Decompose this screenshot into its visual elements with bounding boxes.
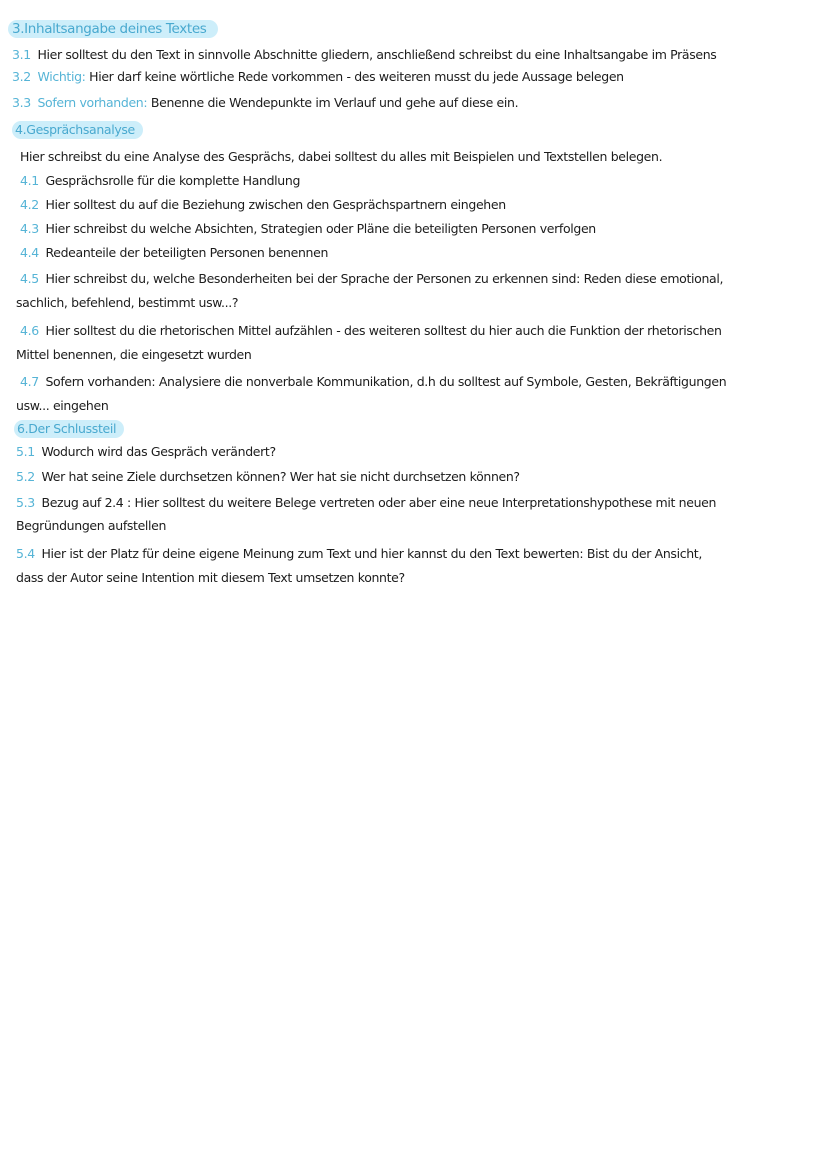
item-text: Gesprächsrolle für die komplette Handlung [45, 173, 301, 188]
section-6-heading: 6.Der Schlussteil [14, 420, 124, 438]
list-item-3-1 [12, 46, 822, 63]
item-number: 4.4 [20, 245, 39, 260]
item-text: Hier ist der Platz für deine eigene Meinung zum Text und hier kannst du den Text bewerten: Bist du der Ansicht, [41, 546, 702, 561]
item-text: Hier schreibst du welche Absichten, Strategien oder Pläne die beteiligten Personen verfolgen [45, 221, 596, 236]
list-item-4-5-cont: sachlich, befehlend, bestimmt usw...? [16, 295, 239, 310]
section-3-heading: 3.Inhaltsangabe deines Textes [8, 20, 218, 38]
item-number: 4.3 [20, 221, 39, 236]
list-item-4-2 [20, 196, 820, 213]
item-number: 5.1 [16, 444, 35, 459]
item-text: Wer hat seine Ziele durchsetzen können? Wer hat sie nicht durchsetzen können? [41, 469, 520, 484]
item-text: Bezug auf 2.4 : Hier solltest du weitere Belege vertreten oder aber eine neue Interpretationshypothese mit neuen [41, 495, 717, 510]
section-4-heading: 4.Gesprächsanalyse [12, 121, 143, 139]
list-item-5-1 [16, 443, 816, 460]
item-number: 4.7 [20, 374, 39, 389]
list-item-4-7 [20, 373, 828, 390]
item-text: Hier solltest du auf die Beziehung zwischen den Gesprächspartnern eingehen [45, 197, 506, 212]
item-number: 5.2 [16, 469, 35, 484]
list-item-4-3 [20, 220, 820, 237]
list-item-4-1 [20, 172, 820, 189]
list-item-4-6 [20, 322, 828, 339]
item-text: Wodurch wird das Gespräch verändert? [41, 444, 276, 459]
item-number: 4.2 [20, 197, 39, 212]
list-item-3-3 [12, 94, 822, 111]
item-text: Sofern vorhanden: Analysiere die nonverbale Kommunikation, d.h du solltest auf Symbole, Gesten, Bekräftigungen [45, 374, 727, 389]
item-text: Hier solltest du den Text in sinnvolle Abschnitte gliedern, anschließend schreibst du eine Inhaltsangabe im Präsens [37, 47, 717, 62]
section-4-intro: Hier schreibst du eine Analyse des Gesprächs, dabei solltest du alles mit Beispielen und Textstellen belegen. [20, 149, 663, 164]
item-label: Sofern vorhanden: [37, 95, 148, 110]
item-text: Redeanteile der beteiligten Personen benennen [45, 245, 329, 260]
list-item-5-4-cont: dass der Autor seine Intention mit diesem Text umsetzen konnte? [16, 570, 405, 585]
list-item-5-3 [16, 494, 824, 511]
item-number: 3.2 [12, 69, 31, 84]
item-text: Hier schreibst du, welche Besonderheiten bei der Sprache der Personen zu erkennen sind: Reden diese emotional, [45, 271, 724, 286]
item-number: 5.3 [16, 495, 35, 510]
item-text: Benenne die Wendepunkte im Verlauf und gehe auf diese ein. [150, 95, 519, 110]
item-number: 4.5 [20, 271, 39, 286]
item-text: Hier darf keine wörtliche Rede vorkommen - des weiteren musst du jede Aussage belegen [89, 69, 624, 84]
item-text: Hier solltest du die rhetorischen Mittel aufzählen - des weiteren solltest du hier auch die Funktion der rhetorischen [45, 323, 722, 338]
item-number: 3.3 [12, 95, 31, 110]
list-item-5-3-cont: Begründungen aufstellen [16, 518, 167, 533]
item-label: Wichtig: [37, 69, 86, 84]
item-number: 4.1 [20, 173, 39, 188]
list-item-4-6-cont: Mittel benennen, die eingesetzt wurden [16, 347, 252, 362]
list-item-3-2 [12, 68, 822, 85]
list-item-4-7-cont: usw... eingehen [16, 398, 109, 413]
list-item-5-4 [16, 545, 824, 562]
item-number: 4.6 [20, 323, 39, 338]
item-number: 5.4 [16, 546, 35, 561]
list-item-4-5 [20, 270, 828, 287]
item-number: 3.1 [12, 47, 31, 62]
list-item-4-4 [20, 244, 820, 261]
list-item-5-2 [16, 468, 816, 485]
